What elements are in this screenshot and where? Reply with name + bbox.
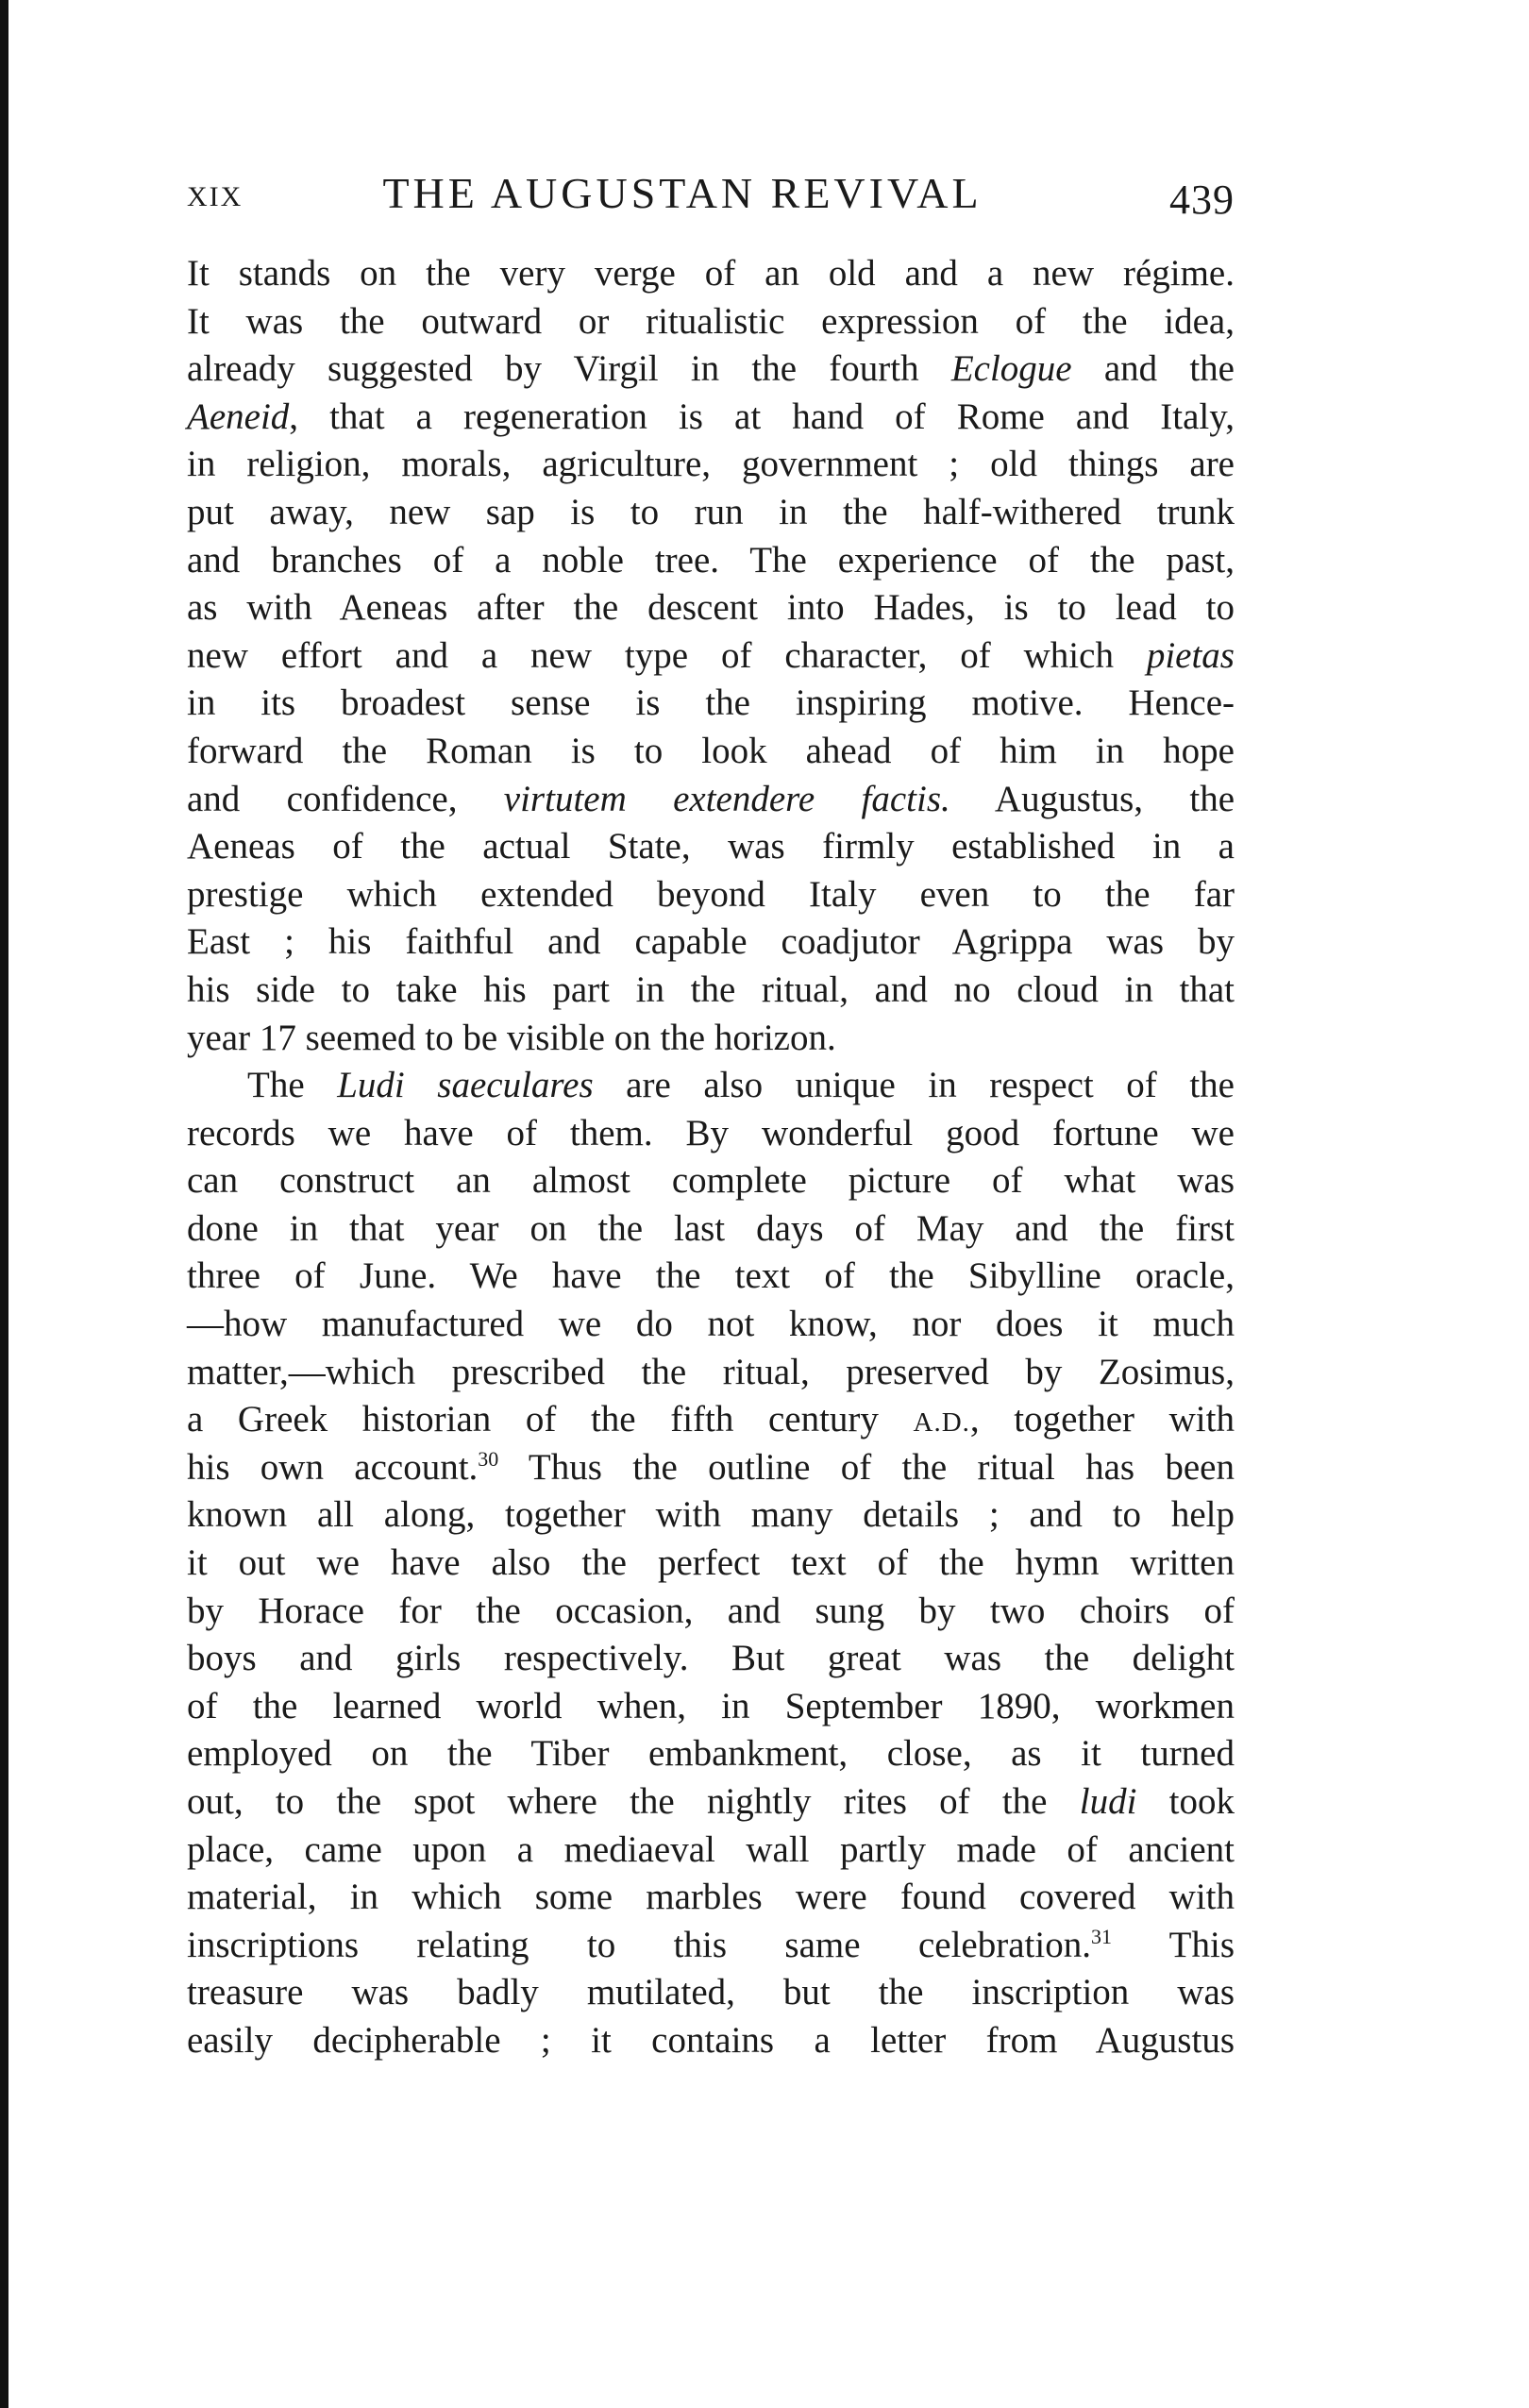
text-line bbox=[187, 1110, 1235, 1158]
text-line bbox=[187, 1396, 1235, 1444]
text-line bbox=[187, 1540, 1235, 1588]
text-segment: employed on the Tiber embankment, close, as it turned bbox=[187, 1733, 1235, 1775]
text-line bbox=[187, 728, 1235, 776]
running-title: THE AUGUSTAN REVIVAL bbox=[382, 169, 983, 217]
text-segment: in its broadest sense is the inspiring motive. Hence- bbox=[187, 682, 1235, 724]
text-segment: prestige which extended beyond Italy even to the far bbox=[187, 873, 1235, 915]
text-segment: forward the Roman is to look ahead of him in hope bbox=[187, 730, 1235, 771]
text-segment: out, to the spot where the nightly rites of the bbox=[187, 1781, 1080, 1822]
text-line bbox=[187, 2017, 1235, 2065]
text-segment: material, in which some marbles were found covered with bbox=[187, 1877, 1235, 1918]
text-segment: This bbox=[1111, 1924, 1235, 1965]
text-segment: , together with bbox=[969, 1399, 1235, 1440]
text-segment: took bbox=[1136, 1781, 1235, 1822]
text-segment: and branches of a noble tree. The experience of the past, bbox=[187, 539, 1235, 581]
text-segment: done in that year on the last days of May and the first bbox=[187, 1207, 1235, 1249]
text-segment: records we have of them. By wonderful good fortune we bbox=[187, 1112, 1235, 1153]
text-line bbox=[187, 918, 1235, 967]
text-segment: a Greek historian of the fifth century bbox=[187, 1399, 914, 1440]
text-segment: ludi bbox=[1079, 1781, 1137, 1822]
text-segment: are also unique in respect of the bbox=[593, 1065, 1235, 1106]
text-line bbox=[187, 1205, 1235, 1254]
text-segment: and confidence, bbox=[187, 778, 504, 819]
text-segment: easily decipherable ; it contains a letter from Augustus bbox=[187, 2019, 1235, 2061]
text-line bbox=[187, 1015, 1235, 1063]
text-line bbox=[187, 1349, 1235, 1397]
text-line bbox=[187, 489, 1235, 537]
text-line bbox=[187, 1491, 1235, 1540]
text-segment: It stands on the very verge of an old and a new régime. bbox=[187, 253, 1235, 294]
text-segment: Ludi saeculares bbox=[337, 1065, 594, 1106]
text-line bbox=[187, 250, 1235, 298]
text-segment: A.D. bbox=[913, 1407, 970, 1439]
chapter-number: XIX bbox=[187, 181, 244, 212]
text-segment: his own account. bbox=[187, 1446, 479, 1488]
text-line bbox=[187, 1969, 1235, 2017]
text-segment: Eclogue bbox=[950, 348, 1072, 390]
text-line bbox=[187, 345, 1235, 394]
running-header bbox=[187, 168, 1244, 225]
text-line bbox=[187, 1683, 1235, 1731]
text-line bbox=[187, 584, 1235, 632]
text-segment: inscriptions relating to this same celebration. bbox=[187, 1924, 1091, 1965]
text-segment: It was the outward or ritualistic expression of the idea, bbox=[187, 300, 1235, 342]
footnote-ref: 30 bbox=[478, 1446, 499, 1471]
text-line bbox=[187, 680, 1235, 728]
text-segment: place, came upon a mediaeval wall partly made of ancient bbox=[187, 1828, 1235, 1870]
text-segment: of the learned world when, in September 1890, workmen bbox=[187, 1685, 1235, 1726]
text-segment: —how manufactured we do not know, nor does it much bbox=[187, 1304, 1235, 1345]
text-segment: by Horace for the occasion, and sung by two choirs of bbox=[187, 1590, 1235, 1631]
footnote-ref: 31 bbox=[1090, 1924, 1112, 1948]
text-segment: already suggested by Virgil in the fourth bbox=[187, 348, 951, 390]
text-segment: new effort and a new type of character, of which bbox=[187, 634, 1147, 676]
page-spine-edge bbox=[0, 0, 8, 2408]
text-line bbox=[187, 394, 1235, 442]
text-segment: can construct an almost complete picture of what was bbox=[187, 1160, 1235, 1202]
text-line bbox=[187, 871, 1235, 919]
text-segment: pietas bbox=[1146, 634, 1235, 676]
text-segment: year 17 seemed to be visible on the horizon. bbox=[187, 1017, 836, 1058]
text-line bbox=[187, 1730, 1235, 1778]
text-line bbox=[187, 1301, 1235, 1349]
text-line bbox=[187, 1874, 1235, 1922]
text-line bbox=[187, 1253, 1235, 1301]
page-number: 439 bbox=[1169, 177, 1235, 223]
text-segment: three of June. We have the text of the Sibylline oracle, bbox=[187, 1255, 1235, 1297]
text-segment: The bbox=[247, 1065, 338, 1106]
text-line bbox=[187, 967, 1235, 1015]
text-line bbox=[187, 1444, 1235, 1492]
text-line bbox=[187, 632, 1235, 681]
text-line bbox=[187, 298, 1235, 346]
text-line bbox=[187, 1062, 1235, 1110]
text-segment: Augustus, the bbox=[949, 778, 1235, 819]
text-line bbox=[187, 1635, 1235, 1683]
text-segment: virtutem extendere factis. bbox=[503, 778, 950, 819]
text-line bbox=[187, 441, 1235, 489]
text-line bbox=[187, 1922, 1235, 1970]
text-segment: and the bbox=[1071, 348, 1235, 390]
text-line bbox=[187, 776, 1235, 824]
text-segment: , that a regeneration is at hand of Rome and Italy, bbox=[289, 396, 1235, 437]
text-segment: matter,—which prescribed the ritual, preserved by Zosimus, bbox=[187, 1351, 1235, 1392]
text-line bbox=[187, 1157, 1235, 1205]
text-segment: his side to take his part in the ritual, and no cloud in that bbox=[187, 968, 1235, 1010]
text-segment: it out we have also the perfect text of the hymn written bbox=[187, 1542, 1235, 1584]
text-line bbox=[187, 823, 1235, 871]
text-line bbox=[187, 1827, 1235, 1875]
text-segment: Thus the outline of the ritual has been bbox=[498, 1446, 1235, 1488]
text-segment: Aeneid bbox=[187, 396, 290, 437]
text-segment: in religion, morals, agriculture, government ; old things are bbox=[187, 444, 1235, 485]
text-line bbox=[187, 537, 1235, 585]
text-segment: boys and girls respectively. But great was the delight bbox=[187, 1638, 1235, 1679]
text-segment: known all along, together with many details ; and to help bbox=[187, 1494, 1235, 1536]
text-line bbox=[187, 1588, 1235, 1636]
text-segment: East ; his faithful and capable coadjutor Agrippa was by bbox=[187, 921, 1235, 963]
text-segment: as with Aeneas after the descent into Hades, is to lead to bbox=[187, 587, 1235, 629]
body-text bbox=[187, 250, 1235, 2065]
text-line bbox=[187, 1778, 1235, 1827]
text-segment: put away, new sap is to run in the half-withered trunk bbox=[187, 491, 1235, 532]
text-segment: Aeneas of the actual State, was firmly established in a bbox=[187, 826, 1235, 867]
text-segment: treasure was badly mutilated, but the inscription was bbox=[187, 1972, 1235, 2013]
